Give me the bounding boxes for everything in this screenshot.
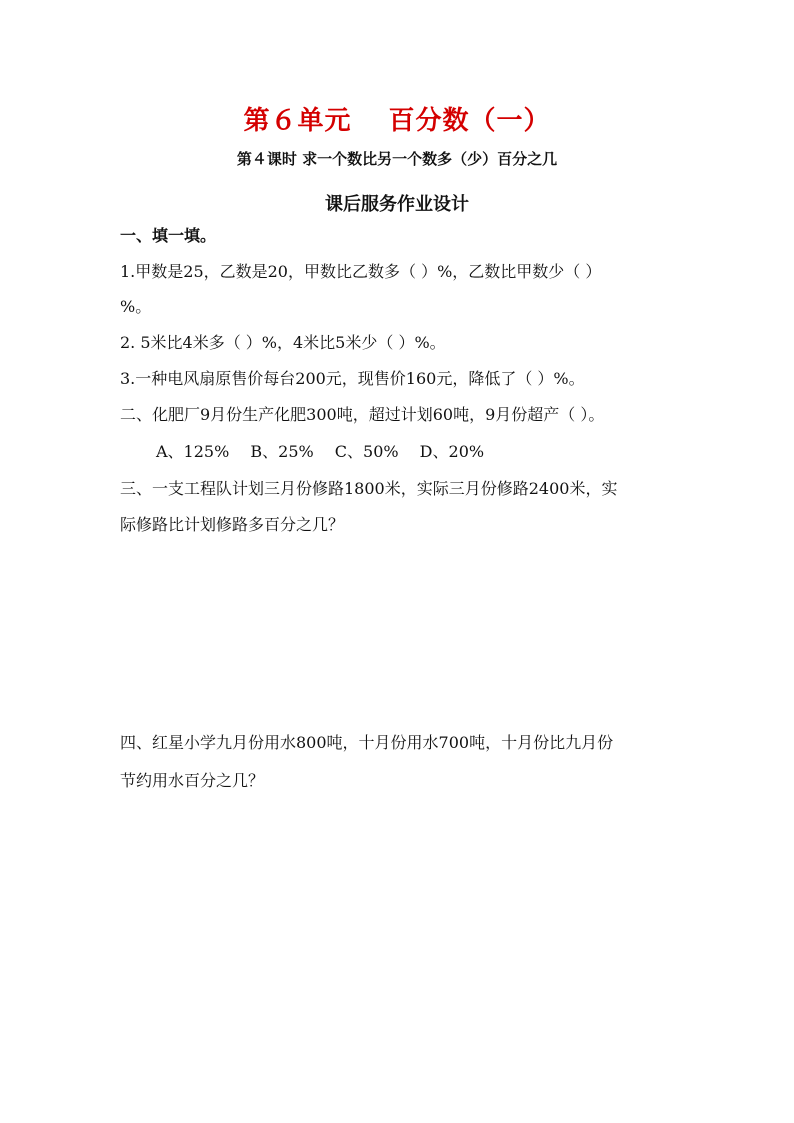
section-4-line-2: 节约用水百分之几？: [120, 771, 265, 790]
question-2: 2. 5米比4米多（ ）%，4米比5米少（ ）%。: [120, 333, 446, 352]
section-3-line-2: 际修路比计划修路多百分之几？: [120, 515, 345, 534]
section-4-line-1: 四、红星小学九月份用水800吨，十月份用水700吨，十月份比九月份: [120, 733, 614, 752]
worksheet-subheading: 课后服务作业设计: [325, 194, 469, 215]
section-1-heading: 一、填一填。: [120, 226, 217, 245]
unit-title: 第６单元 百分数（一）: [243, 106, 551, 136]
lesson-title: 第４课时 求一个数比另一个数多（少）百分之几: [236, 150, 558, 168]
section-3-line-1: 三、一支工程队计划三月份修路1800米，实际三月份修路2400米，实: [120, 479, 618, 498]
question-1-line-2: %。: [120, 297, 152, 316]
section-2-options: A、125% B、25% C、50% D、20%: [156, 442, 485, 461]
section-2-question: 二、化肥厂9月份生产化肥300吨，超过计划60吨，9月份超产（ ）。: [120, 405, 605, 424]
question-1-line-1: 1.甲数是25，乙数是20，甲数比乙数多（ ）%，乙数比甲数少（ ）: [120, 262, 602, 281]
question-3: 3.一种电风扇原售价每台200元，现售价160元，降低了（ ）%。: [120, 369, 585, 388]
